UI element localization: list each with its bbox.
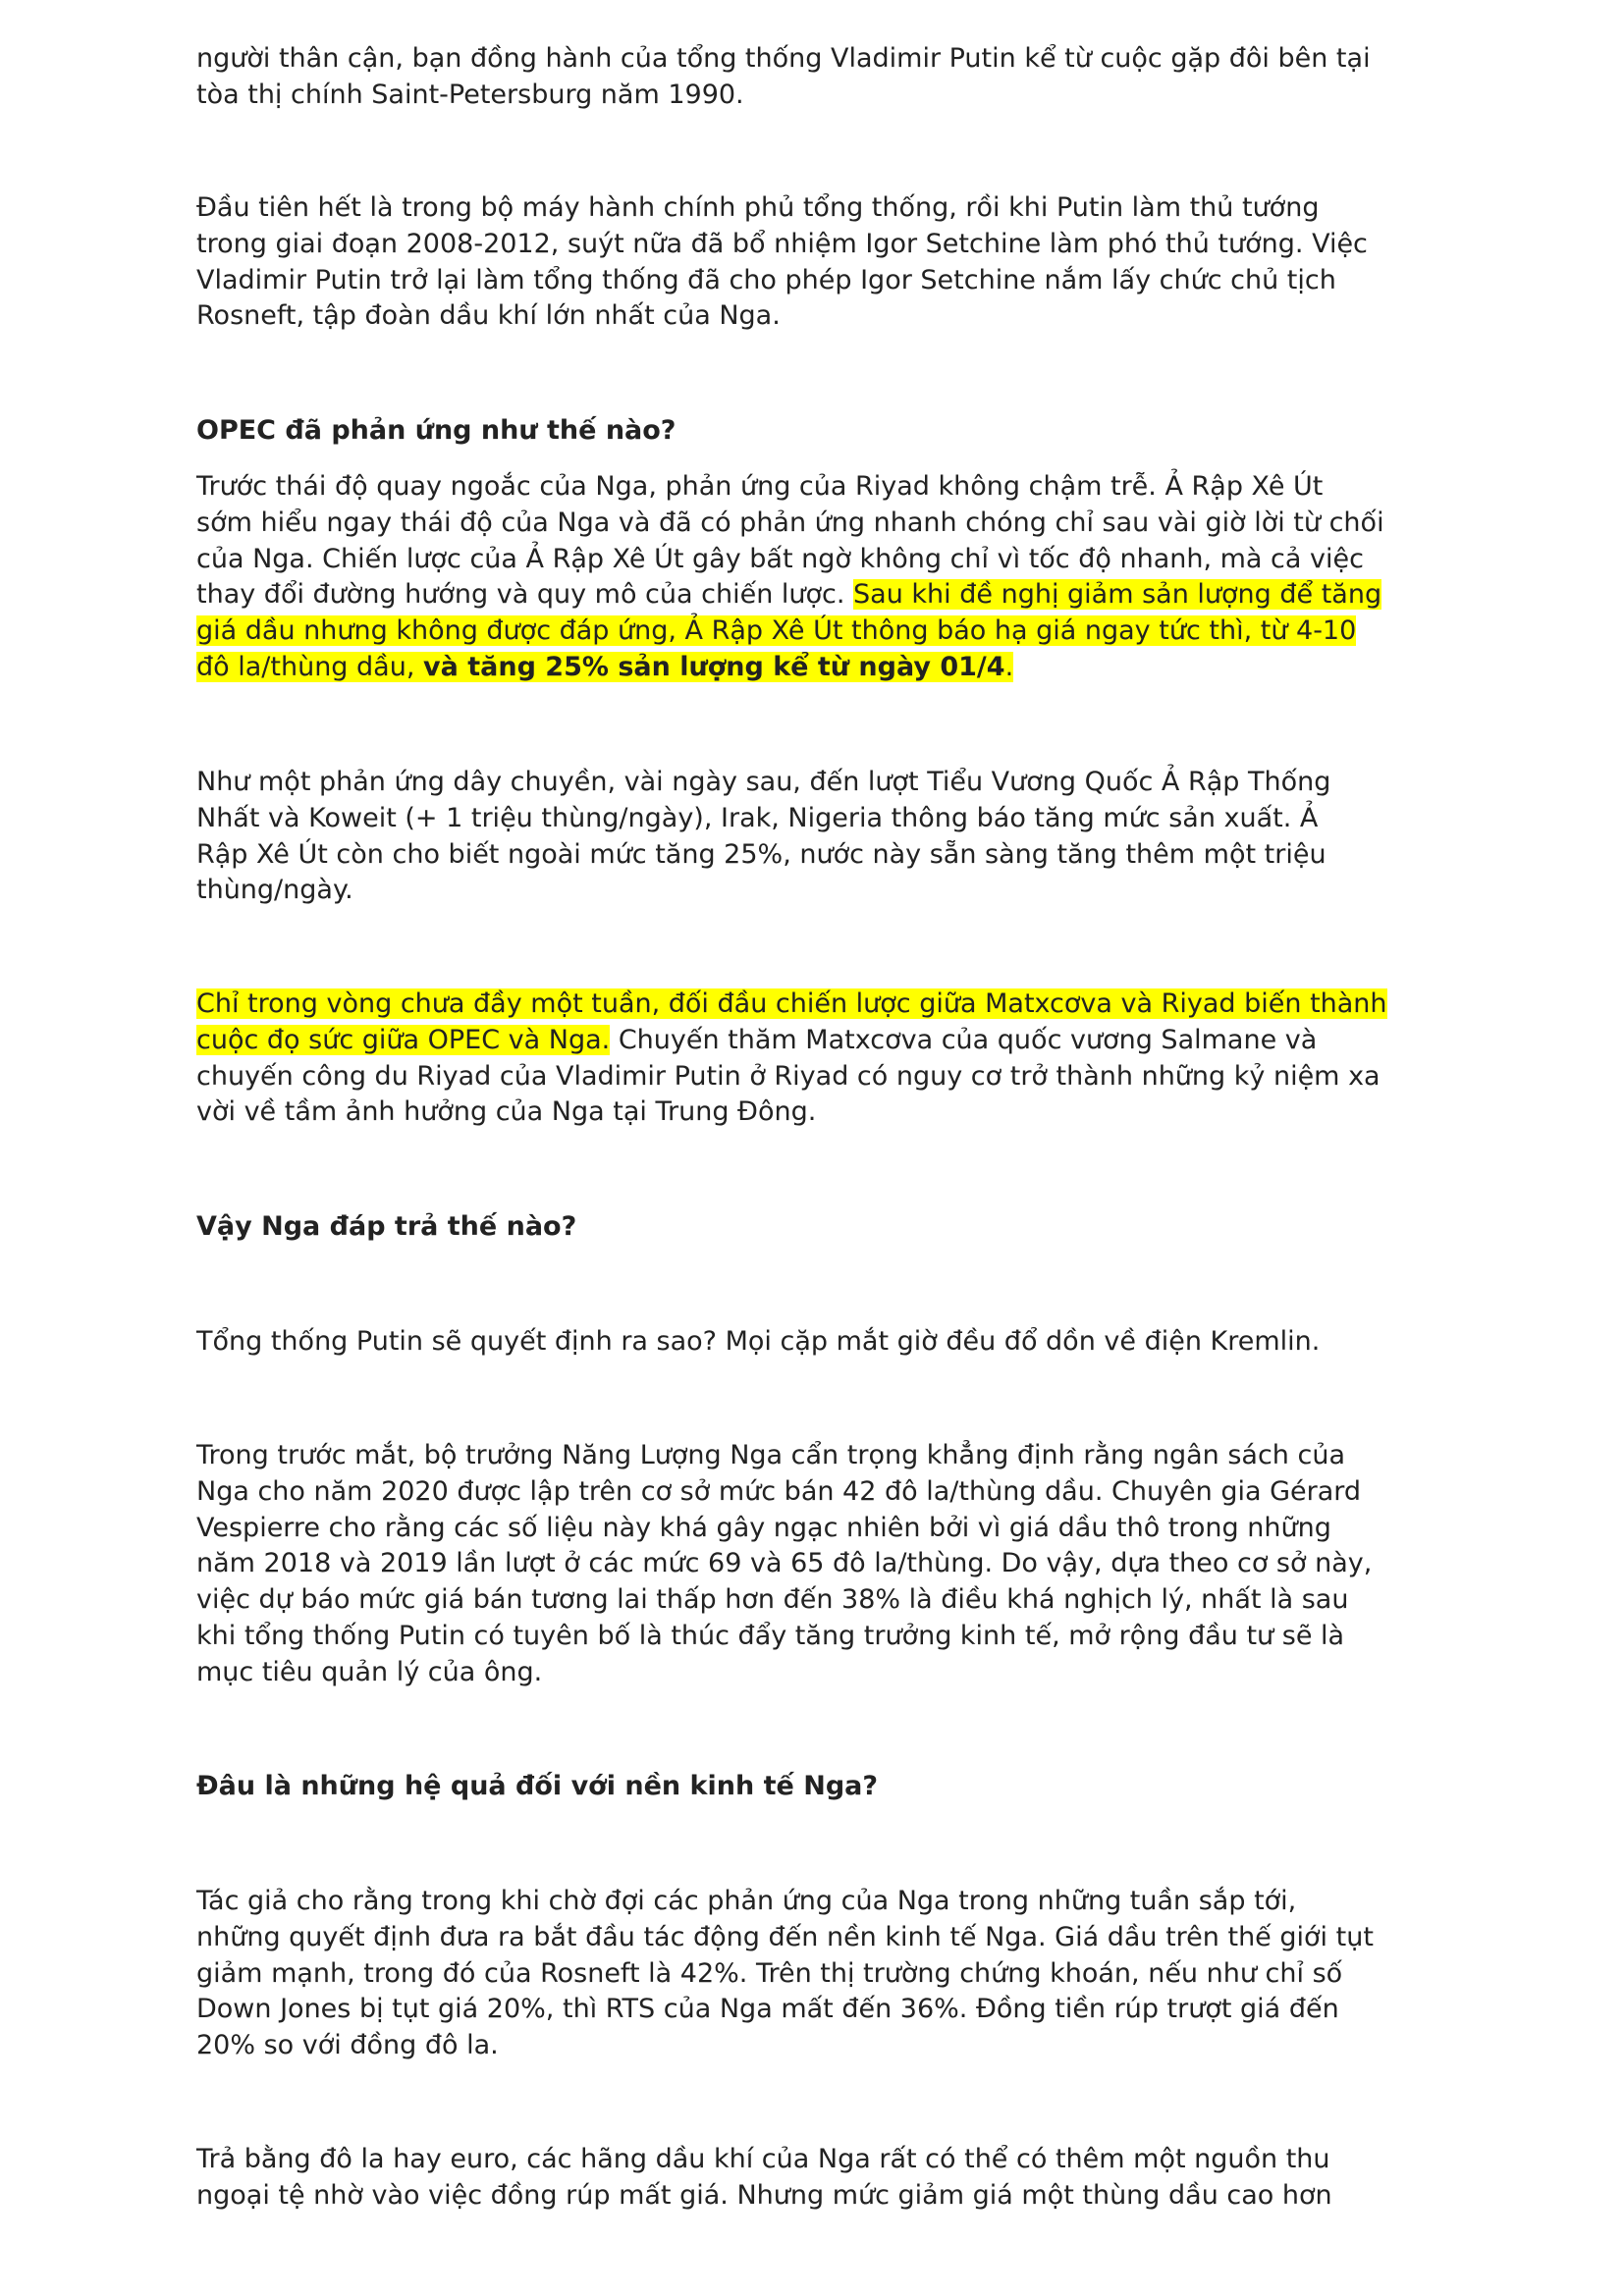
section-heading — [196, 1769, 1571, 1805]
highlighted-bold-text: và tăng 25% sản lượng kể từ ngày 01/4 — [423, 651, 1005, 682]
text-run: Down Jones bị tụt giá 20%, thì RTS của Nga mất đến 36%. Đồng tiền rúp trượt giá đến — [196, 1994, 1339, 2025]
paragraph — [196, 41, 1571, 114]
text-line — [196, 1655, 1571, 1691]
text-line — [196, 873, 1571, 909]
text-run: thùng/ngày. — [196, 875, 353, 906]
heading-line — [196, 1209, 1571, 1246]
text-run: mục tiêu quản lý của ông. — [196, 1656, 543, 1687]
highlighted-text: giá dầu nhưng không được đáp ứng, Ả Rập Xê Út thông báo hạ giá ngay tức thì, từ 4-10 — [196, 615, 1357, 647]
paragraph — [196, 765, 1571, 909]
text-line — [196, 1619, 1571, 1655]
text-line — [196, 1474, 1571, 1511]
text-run: năm 2018 và 2019 lần lượt ở các mức 69 và 65 đô la/thùng. Do vậy, dựa theo cơ sở này, — [196, 1548, 1373, 1579]
text-run: chuyến công du Riyad của Vladimir Putin ở Riyad có nguy cơ trở thành những kỷ niệm xa — [196, 1060, 1380, 1092]
highlighted-text: Chỉ trong vòng chưa đầy một tuần, đối đầu chiến lược giữa Matxcơva và Riyad biến thành — [196, 988, 1387, 1019]
text-run: Tổng thống Putin sẽ quyết định ra sao? Mọi cặp mắt giờ đều đổ dồn về điện Kremlin. — [196, 1326, 1321, 1357]
text-line — [196, 1920, 1571, 1956]
text-line — [196, 1324, 1571, 1361]
text-run: những quyết định đưa ra bắt đầu tác động đến nền kinh tế Nga. Giá dầu trên thế giới tụt — [196, 1921, 1374, 1952]
text-line — [196, 190, 1571, 227]
highlighted-text: đô la/thùng dầu, — [196, 651, 423, 682]
text-line — [196, 577, 1571, 614]
text-run: Trả bằng đô la hay euro, các hãng dầu khí của Nga rất có thể có thêm một nguồn thu — [196, 2144, 1330, 2174]
text-line — [196, 1095, 1571, 1131]
text-line — [196, 263, 1571, 299]
text-line — [196, 1546, 1571, 1582]
text-run: Vậy Nga đáp trả thế nào? — [196, 1211, 577, 1242]
paragraph — [196, 469, 1571, 686]
text-line — [196, 1438, 1571, 1474]
text-line — [196, 227, 1571, 263]
text-run: Vladimir Putin trở lại làm tổng thống đã cho phép Igor Setchine nắm lấy chức chủ tịch — [196, 264, 1336, 295]
text-line — [196, 837, 1571, 874]
text-run: Đâu là những hệ quả đối với nền kinh tế Nga? — [196, 1771, 879, 1801]
text-run: Tác giả cho rằng trong khi chờ đợi các phản ứng của Nga trong những tuần sắp tới, — [196, 1886, 1297, 1916]
text-run: sớm hiểu ngay thái độ của Nga và đã có phản ứng nhanh chóng chỉ sau vài giờ lời từ chối — [196, 507, 1384, 538]
text-run: Rosneft, tập đoàn dầu khí lớn nhất của Nga. — [196, 300, 781, 332]
text-run: trong giai đoạn 2008-2012, suýt nữa đã bổ nhiệm Igor Setchine làm phó thủ tướng. Việc — [196, 228, 1368, 259]
text-line — [196, 298, 1571, 335]
heading-line — [196, 413, 1571, 450]
text-line — [196, 78, 1571, 114]
text-run: Trước thái độ quay ngoắc của Nga, phản ứng của Riyad không chậm trễ. Ả Rập Xê Út — [196, 471, 1324, 502]
text-line — [196, 41, 1571, 78]
section-heading — [196, 413, 1571, 450]
text-run: Chuyến thăm Matxcơva của quốc vương Salmane và — [610, 1024, 1318, 1055]
text-run: OPEC đã phản ứng như thế nào? — [196, 415, 677, 446]
highlighted-text: . — [1004, 651, 1014, 682]
text-run: Nga cho năm 2020 được lập trên cơ sở mức bán 42 đô la/thùng dầu. Chuyên gia Gérard — [196, 1475, 1362, 1507]
text-line — [196, 506, 1571, 542]
text-line — [196, 765, 1571, 801]
text-line — [196, 542, 1571, 578]
highlighted-text: cuộc đọ sức giữa OPEC và Nga. — [196, 1024, 611, 1055]
text-run: 20% so với đồng đô la. — [196, 2030, 499, 2061]
text-run: giảm mạnh, trong đó của Rosneft là 42%. Trên thị trường chứng khoán, nếu như chỉ số — [196, 1957, 1343, 1989]
section-heading — [196, 1209, 1571, 1246]
paragraph — [196, 2142, 1571, 2215]
text-line — [196, 1956, 1571, 1993]
text-line — [196, 2178, 1571, 2215]
text-line — [196, 1059, 1571, 1095]
text-run: tòa thị chính Saint-Petersburg năm 1990. — [196, 79, 744, 110]
text-run: Trong trước mắt, bộ trưởng Năng Lượng Nga cẩn trọng khẳng định rằng ngân sách của — [196, 1440, 1345, 1470]
paragraph — [196, 1438, 1571, 1691]
text-line — [196, 614, 1571, 650]
text-line — [196, 650, 1571, 686]
text-line — [196, 1023, 1571, 1059]
text-line — [196, 1884, 1571, 1920]
text-line — [196, 1992, 1571, 2028]
text-line — [196, 987, 1571, 1023]
text-run: việc dự báo mức giá bán tương lai thấp hơn đến 38% là điều khá nghịch lý, nhất là sau — [196, 1584, 1349, 1616]
text-line — [196, 469, 1571, 506]
text-line — [196, 1582, 1571, 1619]
text-line — [196, 2142, 1571, 2178]
paragraph — [196, 1884, 1571, 2064]
text-run: khi tổng thống Putin có tuyên bố là thúc đẩy tăng trưởng kinh tế, mở rộng đầu tư sẽ là — [196, 1620, 1345, 1651]
text-run: Đầu tiên hết là trong bộ máy hành chính phủ tổng thống, rồi khi Putin làm thủ tướng — [196, 192, 1320, 223]
text-run: của Nga. Chiến lược của Ả Rập Xê Út gây bất ngờ không chỉ vì tốc độ nhanh, mà cả việc — [196, 543, 1364, 574]
text-line — [196, 801, 1571, 837]
paragraph — [196, 987, 1571, 1131]
text-run: Vespierre cho rằng các số liệu này khá gây ngạc nhiên bởi vì giá dầu thô trong những — [196, 1512, 1331, 1543]
paragraph — [196, 1324, 1571, 1361]
text-run: thay đổi đường hướng và quy mô của chiến lược. — [196, 579, 854, 611]
text-run: người thân cận, bạn đồng hành của tổng thống Vladimir Putin kể từ cuộc gặp đôi bên tại — [196, 43, 1371, 74]
text-line — [196, 1511, 1571, 1547]
text-run: vời về tầm ảnh hưởng của Nga tại Trung Đông. — [196, 1096, 817, 1128]
heading-line — [196, 1769, 1571, 1805]
text-run: ngoại tệ nhờ vào việc đồng rúp mất giá. Nhưng mức giảm giá một thùng dầu cao hơn — [196, 2179, 1332, 2211]
paragraph — [196, 190, 1571, 335]
highlighted-text: Sau khi đề nghị giảm sản lượng để tăng — [853, 579, 1382, 611]
text-line — [196, 2028, 1571, 2064]
text-run: Nhất và Koweit (+ 1 triệu thùng/ngày), Irak, Nigeria thông báo tăng mức sản xuất. Ả — [196, 802, 1319, 833]
text-run: Như một phản ứng dây chuyền, vài ngày sau, đến lượt Tiểu Vương Quốc Ả Rập Thống — [196, 767, 1331, 797]
text-run: Rập Xê Út còn cho biết ngoài mức tăng 25%, nước này sẵn sàng tăng thêm một triệu — [196, 838, 1326, 870]
